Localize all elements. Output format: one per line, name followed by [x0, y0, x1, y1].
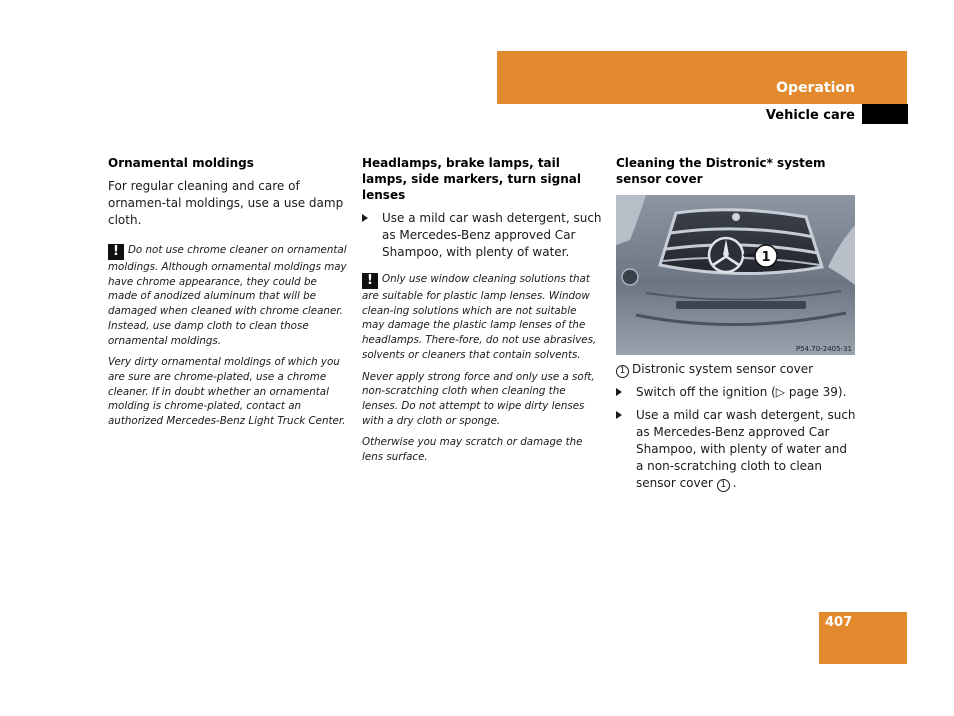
- bullet-arrow-icon: [616, 388, 622, 396]
- warning-note: [108, 243, 348, 348]
- list-item: [362, 210, 602, 261]
- section-title: Operation: [776, 80, 855, 96]
- warning-note: [362, 272, 602, 363]
- legend-item: [616, 361, 856, 378]
- list-item: [616, 407, 856, 492]
- image-code: P54.70-2405-31: [795, 345, 852, 353]
- column-distronic: [616, 155, 856, 498]
- heading-ornamental-moldings: Ornamental moldings: [108, 156, 254, 170]
- bullet-text: Use a mild car wash detergent, such as Mercedes-Benz approved Car Shampoo, with plenty of water.: [382, 211, 602, 259]
- warning-icon: !: [362, 273, 378, 289]
- page-reference-link[interactable]: ▷ page 39: [775, 385, 838, 399]
- heading-lamps: Headlamps, brake lamps, tail lamps, side markers, turn signal lenses: [362, 156, 581, 202]
- car-front-illustration: [616, 195, 855, 355]
- section-tab: [862, 104, 908, 124]
- sensor-cover-photo: [616, 195, 855, 355]
- column-lamps: [362, 155, 602, 472]
- bullet-text: Switch off the ignition (: [636, 385, 776, 399]
- callout-circle-icon: 1: [717, 479, 730, 492]
- bullet-arrow-icon: [362, 214, 368, 222]
- callout-number: 1: [761, 250, 771, 265]
- list-item: [616, 384, 856, 401]
- page-number: 407: [825, 615, 853, 630]
- note-text: Do not use chrome cleaner on ornamental moldings. Although ornamental moldings may have chrome appearance, they could be made of anodized aluminum that will be damaged when cleaned with chrome cleaner. Instead, use damp cloth to clean those ornamental moldings.: [108, 244, 347, 347]
- bullet-arrow-icon: [616, 411, 622, 419]
- note-text: Otherwise you may scratch or damage the lens surface.: [362, 436, 583, 464]
- note-text: Only use window cleaning solutions that are suitable for plastic lamp lenses. Window clean-ing solutions which are not suitable may damage the plastic lamp lenses of the headlamps. There-fore, do not use abrasives, solvents or cleaners that contain solvents.: [362, 273, 597, 361]
- note-text: Never apply strong force and only use a soft, non-scratching cloth when cleaning the lenses. Do not attempt to wipe dirty lenses with a dry cloth or sponge.: [362, 370, 595, 427]
- subsection-title: Vehicle care: [765, 108, 855, 123]
- column-ornamental-moldings: [108, 155, 348, 436]
- legend-text: Distronic system sensor cover: [632, 362, 814, 376]
- callout-circle-icon: 1: [616, 365, 629, 378]
- body-ornamental-moldings: For regular cleaning and care of ornamen-tal moldings, use a use damp cloth.: [108, 179, 344, 227]
- bullet-text: .: [732, 476, 737, 490]
- bullet-text: ).: [837, 385, 847, 399]
- bullet-text: Use a mild car wash detergent, such as Mercedes-Benz approved Car Shampoo, with plenty of water and a non-scratching cloth to clean sensor cover: [636, 408, 856, 490]
- warning-icon: !: [108, 244, 124, 260]
- note-text: Very dirty ornamental moldings of which you are sure are chrome-plated, use a chrome cleaner. If in doubt whether an ornamental molding is chrome-plated, contact an authorized Mercedes-Benz Light Truck Center.: [108, 356, 346, 428]
- header-bar: [497, 51, 907, 104]
- heading-distronic: Cleaning the Distronic* system sensor cover: [616, 156, 826, 186]
